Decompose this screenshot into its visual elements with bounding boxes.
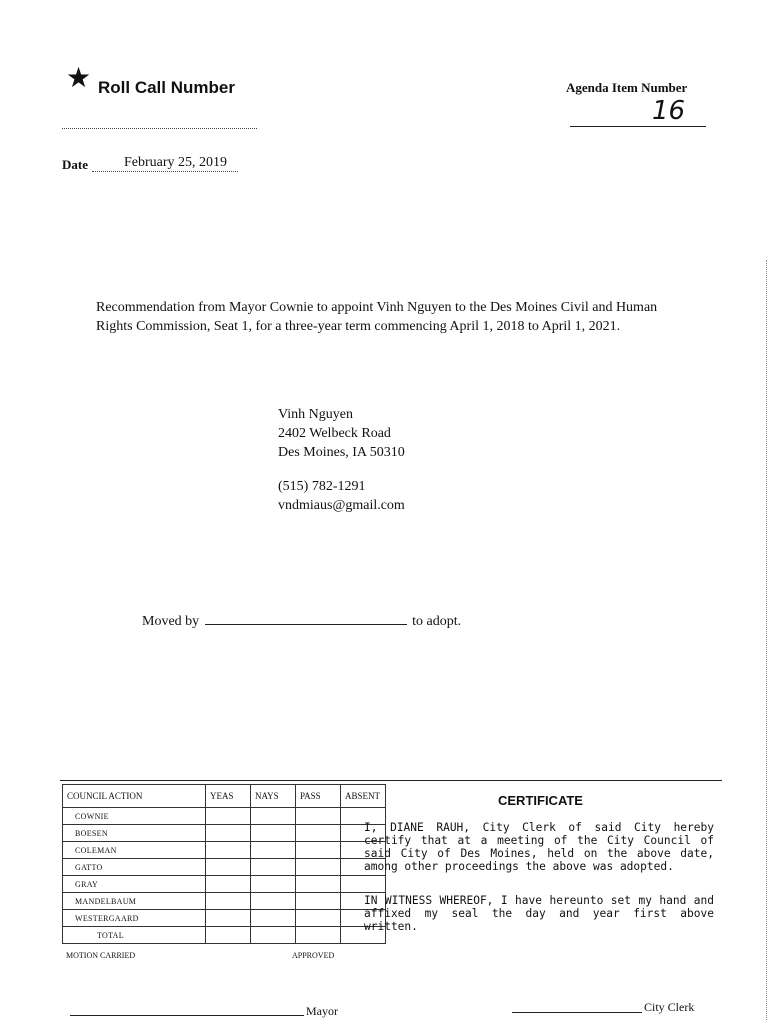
council-member: WESTERGAARD bbox=[63, 910, 206, 927]
moved-by-label: Moved by bbox=[142, 614, 200, 629]
page-edge-divider bbox=[766, 260, 767, 1020]
table-row bbox=[63, 808, 386, 825]
mayor-signature-line bbox=[70, 1015, 304, 1016]
table-row bbox=[63, 893, 386, 910]
table-row bbox=[63, 825, 386, 842]
council-action-header: COUNCIL ACTION bbox=[63, 785, 206, 808]
star-icon: ★ bbox=[66, 61, 92, 94]
agenda-number-line bbox=[570, 126, 706, 127]
motion-carried-label: MOTION CARRIED bbox=[66, 951, 136, 960]
moved-by-blank bbox=[205, 612, 407, 625]
certificate-statement: I, DIANE RAUH, City Clerk of said City hereby certify that at a meeting of the City Council of said City of Des Moines, held on the above date, among other proceedings the above was adopted. bbox=[364, 821, 714, 873]
absent-header: ABSENT bbox=[341, 785, 386, 808]
council-member: COLEMAN bbox=[63, 842, 206, 859]
approved-label: APPROVED bbox=[292, 951, 335, 960]
table-row bbox=[63, 910, 386, 927]
roll-call-line bbox=[62, 128, 257, 129]
total-row bbox=[63, 927, 386, 944]
appointee-street: 2402 Welbeck Road bbox=[278, 426, 391, 441]
date-label: Date bbox=[62, 157, 88, 172]
pass-header: PASS bbox=[296, 785, 341, 808]
table-row bbox=[63, 876, 386, 893]
appointee-city: Des Moines, IA 50310 bbox=[278, 445, 405, 460]
appointee-name: Vinh Nguyen bbox=[278, 407, 353, 422]
appointee-address bbox=[278, 405, 405, 462]
appointee-phone: (515) 782-1291 bbox=[278, 479, 366, 494]
clerk-signature-line bbox=[512, 1012, 642, 1013]
roll-call-label: Roll Call Number bbox=[98, 78, 235, 97]
certificate-title: CERTIFICATE bbox=[498, 793, 583, 808]
footer-divider bbox=[60, 780, 722, 781]
council-member: COWNIE bbox=[63, 808, 206, 825]
council-member: GRAY bbox=[63, 876, 206, 893]
city-clerk-label: City Clerk bbox=[644, 1000, 695, 1014]
appointee-contact bbox=[278, 477, 405, 515]
nays-header: NAYS bbox=[251, 785, 296, 808]
table-row bbox=[63, 859, 386, 876]
yeas-header: YEAS bbox=[206, 785, 251, 808]
council-member: MANDELBAUM bbox=[63, 893, 206, 910]
council-member: BOESEN bbox=[63, 825, 206, 842]
appointee-email: vndmiaus@gmail.com bbox=[278, 498, 405, 513]
recommendation-text: Recommendation from Mayor Cownie to appoint Vinh Nguyen to the Des Moines Civil and Human Rights Commission, Seat 1, for a three-year term commencing April 1, 2018 to April 1, 2021. bbox=[96, 300, 658, 334]
moved-by-line bbox=[142, 612, 461, 630]
council-action-table bbox=[62, 784, 386, 944]
to-adopt-label: to adopt. bbox=[412, 614, 462, 629]
council-member: GATTO bbox=[63, 859, 206, 876]
agenda-item-label: Agenda Item Number bbox=[566, 80, 688, 95]
mayor-label: Mayor bbox=[306, 1004, 338, 1018]
total-label: TOTAL bbox=[63, 927, 206, 944]
certificate-witness: IN WITNESS WHEREOF, I have hereunto set my hand and affixed my seal the day and year first above written. bbox=[364, 894, 714, 933]
date-value: February 25, 2019 bbox=[92, 155, 238, 172]
table-row bbox=[63, 842, 386, 859]
council-header-row bbox=[63, 785, 386, 808]
agenda-item-number: 16 bbox=[652, 96, 686, 126]
